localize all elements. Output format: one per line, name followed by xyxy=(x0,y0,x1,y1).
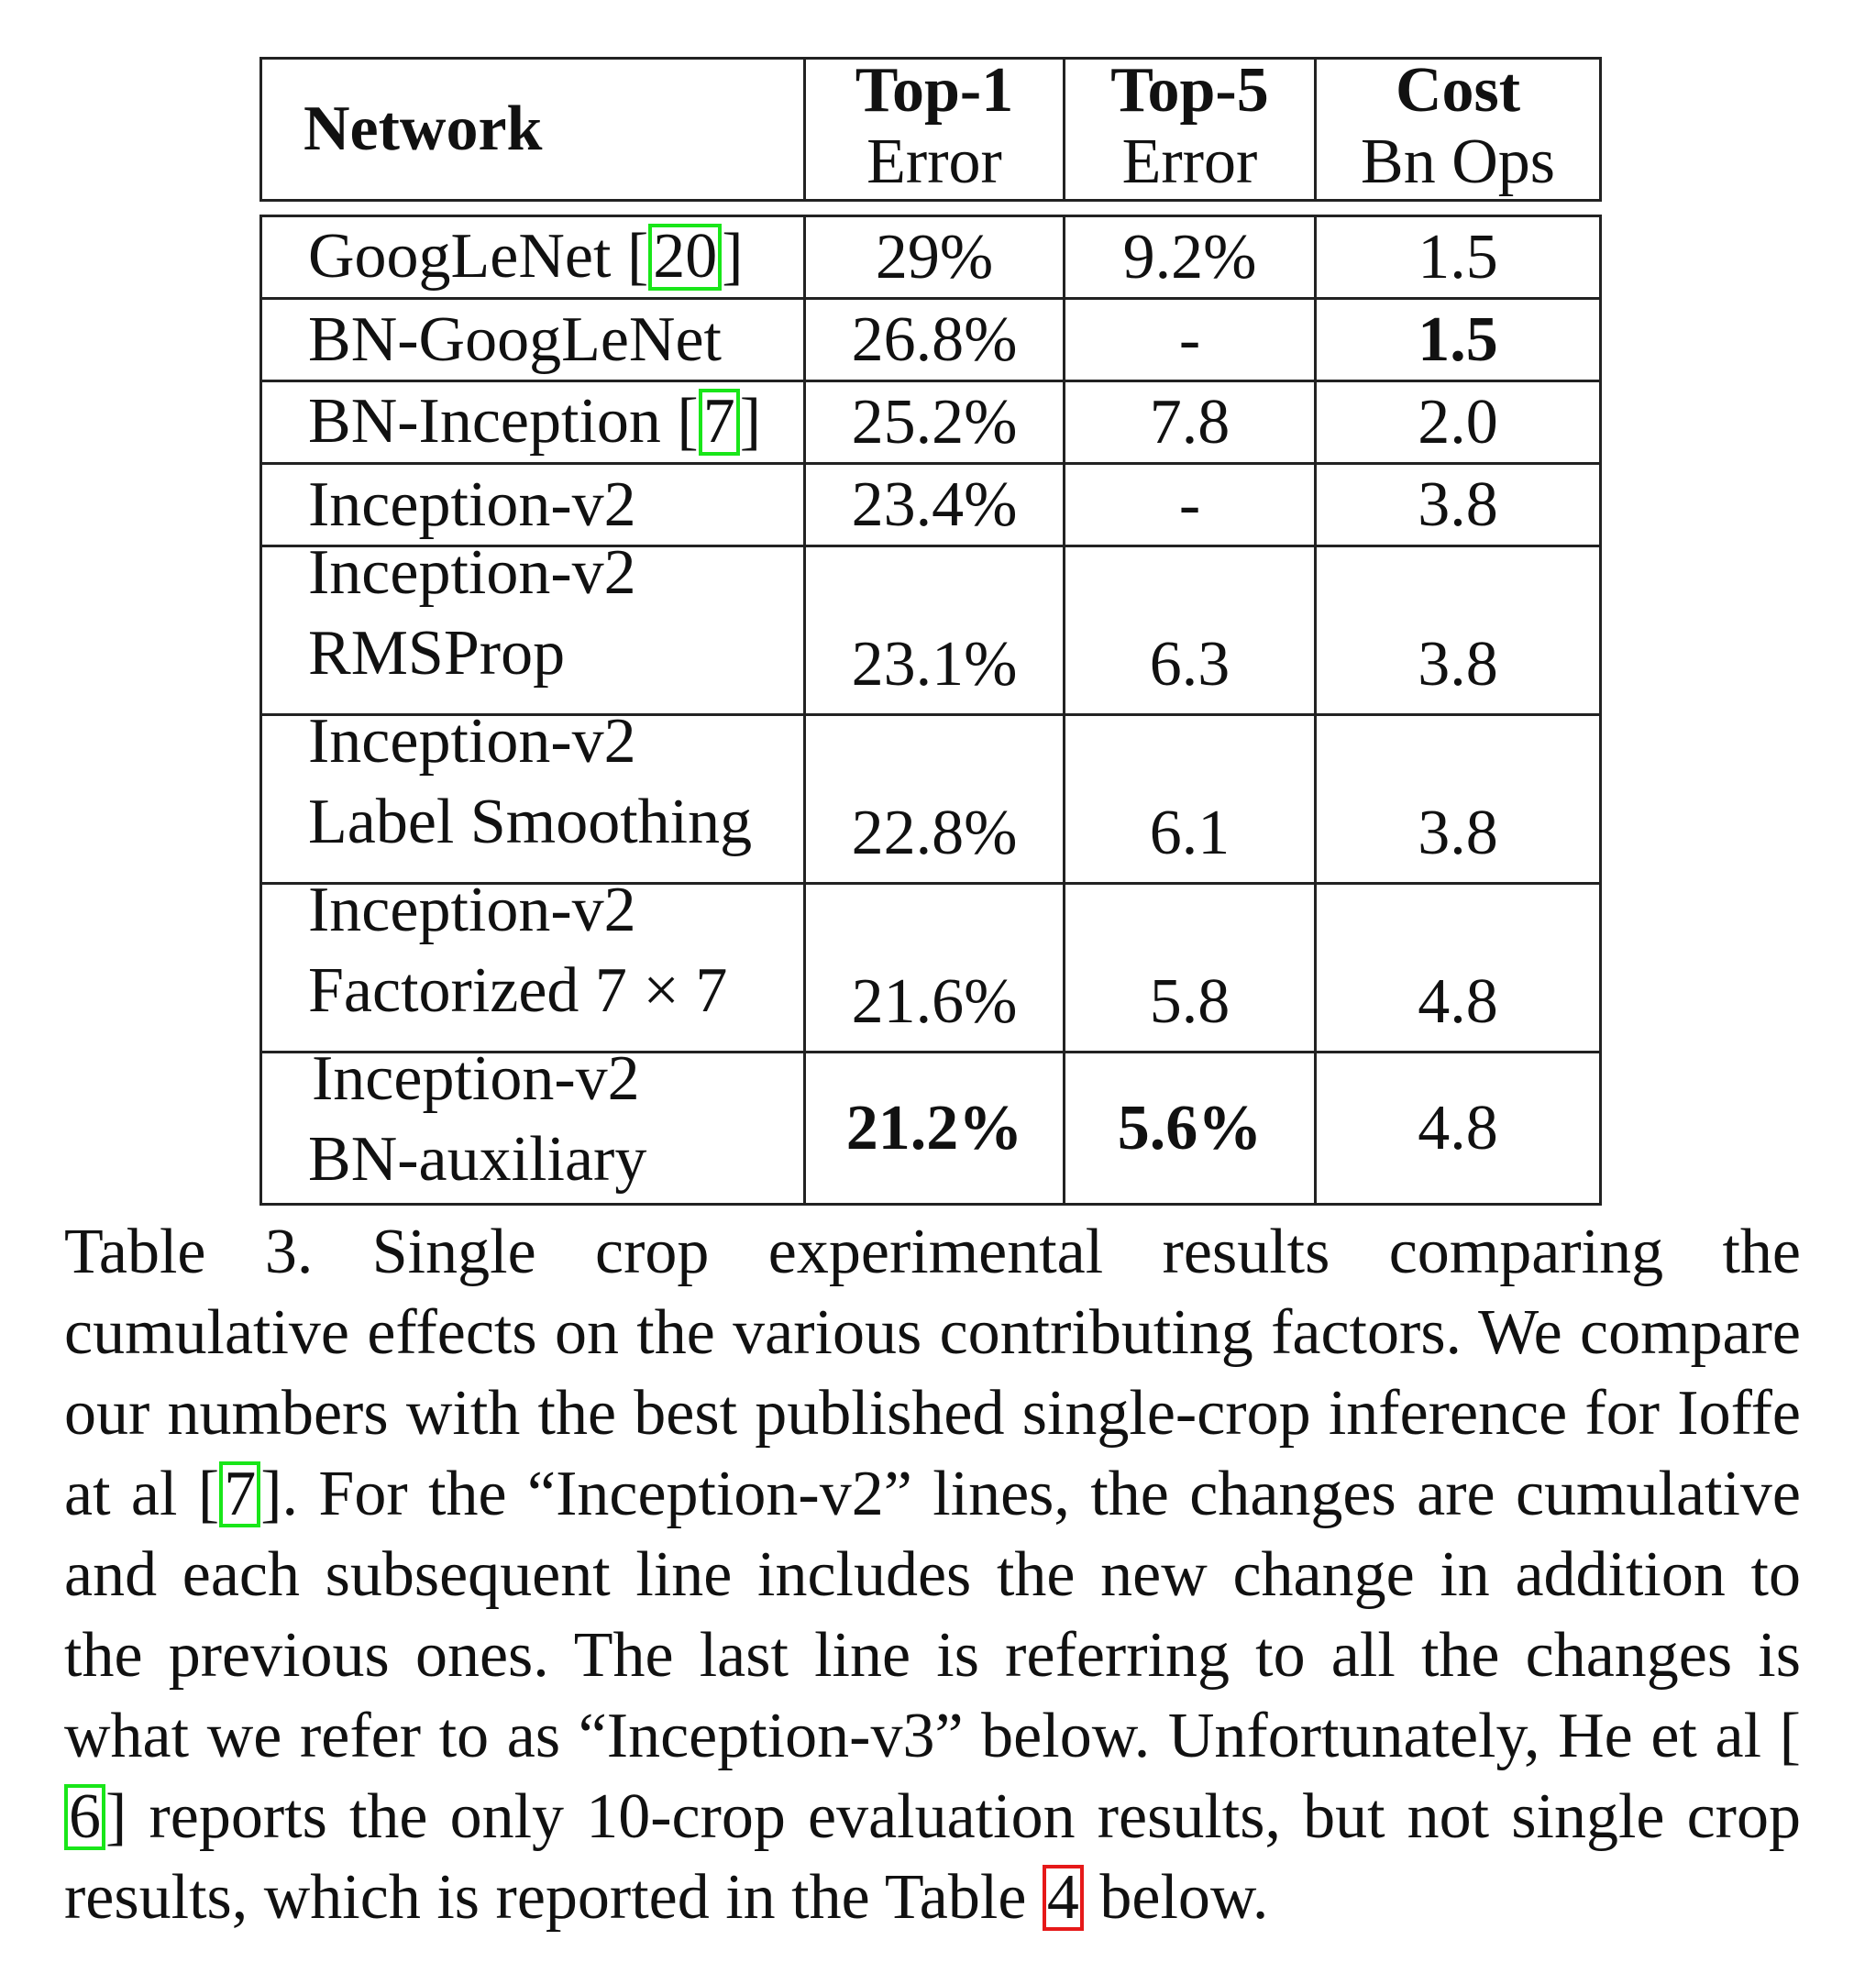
cell-top1: 23.1% xyxy=(806,547,1065,716)
cell-network xyxy=(259,706,806,885)
network-name-suffix: ] xyxy=(739,386,762,457)
header-cost xyxy=(1317,57,1602,202)
cell-cost: 2.0 xyxy=(1317,382,1602,465)
header-top1-error xyxy=(806,57,1065,202)
cell-top5: - xyxy=(1065,300,1317,382)
header-network: Network xyxy=(259,57,806,202)
table-caption xyxy=(64,1212,1801,1938)
network-name: BN-Inception [ xyxy=(308,386,699,457)
cell-top1: 22.8% xyxy=(806,716,1065,885)
cell-network xyxy=(259,537,806,716)
cell-cost: 4.8 xyxy=(1317,885,1602,1053)
cell-network xyxy=(259,875,806,1053)
citation-link[interactable]: 7 xyxy=(699,389,740,455)
header-cost-subtitle: Bn Ops xyxy=(1361,127,1555,197)
header-top5-error xyxy=(1065,57,1317,202)
table-row xyxy=(259,300,1602,382)
cell-top1: 23.4% xyxy=(806,465,1065,547)
cell-top5: 6.1 xyxy=(1065,716,1317,885)
citation-link[interactable]: 6 xyxy=(64,1784,105,1850)
cell-top1: 25.2% xyxy=(806,382,1065,465)
network-name-line1: Inception-v2 xyxy=(308,537,636,608)
caption-text-3: ] reports the only 10-crop evaluation results, but not single crop results, which is reported in the Table xyxy=(64,1781,1801,1933)
header-cost-title: Cost xyxy=(1395,55,1521,126)
cell-network xyxy=(259,1043,806,1206)
header-top1-subtitle: Error xyxy=(866,127,1002,197)
cell-cost: 1.5 xyxy=(1317,300,1602,382)
network-name-line1: Inception-v2 xyxy=(308,875,636,945)
results-table xyxy=(259,57,1602,1206)
caption-text-1: Table 3. Single crop experimental results comparing the cumulative effects on the various contributing factors. We compare our numbers with the best published single-crop inference for Ioffe at al [ xyxy=(64,1217,1801,1529)
cell-top5: 7.8 xyxy=(1065,382,1317,465)
caption-text-4: below. xyxy=(1083,1862,1269,1933)
cell-network xyxy=(259,382,806,465)
cell-top5: 9.2% xyxy=(1065,217,1317,300)
header-top1-title: Top-1 xyxy=(855,55,1014,126)
table-row xyxy=(259,217,1602,300)
cell-top5: 5.8 xyxy=(1065,885,1317,1053)
citation-link[interactable]: 20 xyxy=(648,224,722,290)
network-name: GoogLeNet [ xyxy=(308,221,649,292)
network-name-line2: RMSProp xyxy=(308,618,566,689)
cell-cost: 4.8 xyxy=(1317,1053,1602,1206)
cell-network xyxy=(259,217,806,300)
cell-cost: 3.8 xyxy=(1317,547,1602,716)
network-name-suffix: ] xyxy=(722,221,744,292)
results-table-container xyxy=(259,57,1602,1206)
cell-top5: 6.3 xyxy=(1065,547,1317,716)
cell-top1: 21.2% xyxy=(806,1053,1065,1206)
cell-top1: 21.6% xyxy=(806,885,1065,1053)
cell-top1: 26.8% xyxy=(806,300,1065,382)
network-name-line2: Label Smoothing xyxy=(308,787,753,857)
table-row xyxy=(259,547,1602,716)
table-row xyxy=(259,382,1602,465)
table-reference-link[interactable]: 4 xyxy=(1043,1865,1084,1931)
cell-top1: 29% xyxy=(806,217,1065,300)
cell-network: BN-GoogLeNet xyxy=(259,300,806,382)
cell-top5: 5.6% xyxy=(1065,1053,1317,1206)
network-name-line1: Inception-v2 xyxy=(312,1043,640,1114)
cell-top5: - xyxy=(1065,465,1317,547)
table-header-gap xyxy=(259,202,1602,217)
table-row xyxy=(259,716,1602,885)
network-name-line1: Inception-v2 xyxy=(308,706,636,777)
table-header-row xyxy=(259,57,1602,202)
header-top5-subtitle: Error xyxy=(1121,127,1258,197)
cell-cost: 3.8 xyxy=(1317,716,1602,885)
header-top5-title: Top-5 xyxy=(1110,55,1269,126)
table-row xyxy=(259,1053,1602,1206)
cell-network: Inception-v2 xyxy=(259,465,806,547)
table-row xyxy=(259,885,1602,1053)
caption-text-2: ]. For the “Inception-v2” lines, the changes are cumulative and each subsequent line includes the new change in addition to the previous ones. The last line is referring to all the changes is what we refer to as “Inception-v3” below. Unfortunately, He et al [ xyxy=(64,1459,1801,1771)
citation-link[interactable]: 7 xyxy=(219,1461,260,1527)
network-name-line2: Factorized 7 × 7 xyxy=(308,955,728,1026)
cell-cost: 3.8 xyxy=(1317,465,1602,547)
cell-cost: 1.5 xyxy=(1317,217,1602,300)
network-name-line2: BN-auxiliary xyxy=(308,1124,647,1195)
